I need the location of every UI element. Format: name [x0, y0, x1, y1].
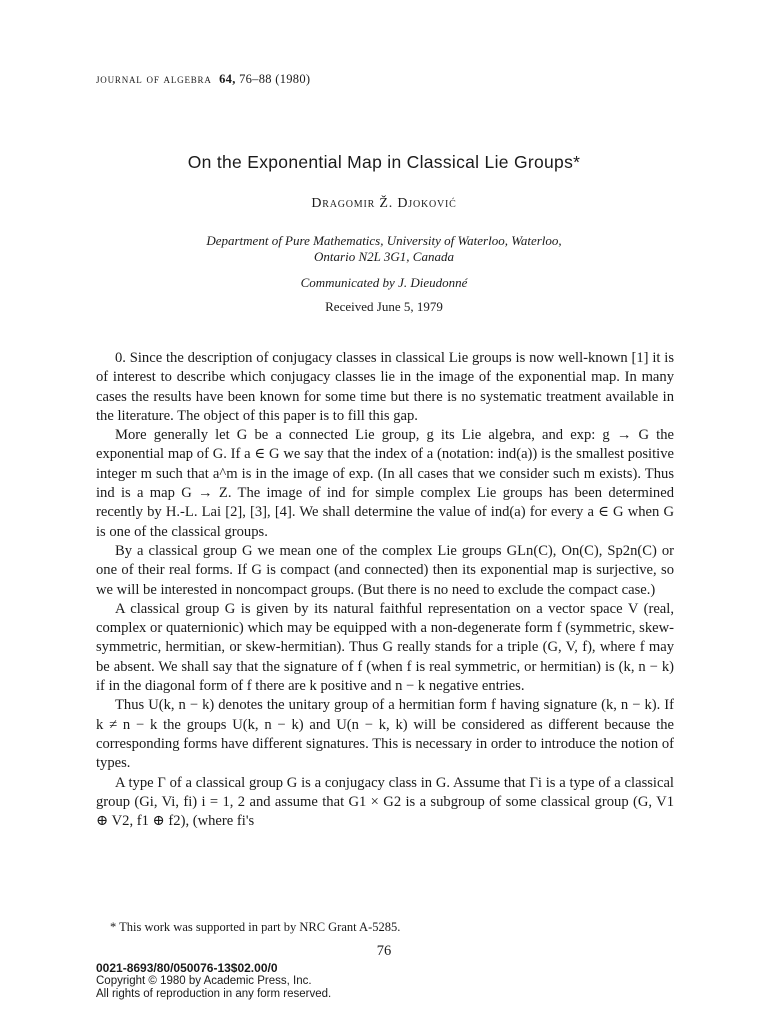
paragraph-2: More generally let G be a connected Lie group, g its Lie algebra, and exp: g → G the exponential map of G. If a ∈ G we say that the index of a (notation: ind(a)) is the smallest positive integer m such that a^m is in the image of exp. (In all cases that we consider such m exists). Thus ind is a map G → Z. The image of ind for simple complex Lie groups has been determined recently by H.-L. Lai [2], [3], [4]. We shall determine the value of ind(a) for every a ∈ G when G is one of the classical groups. [96, 427, 674, 540]
running-header [96, 72, 310, 87]
paragraph-1: 0. Since the description of conjugacy classes in classical Lie groups is now well-known [1] it is of interest to describe which conjugacy classes lie in the image of the exponential map. In many cases the results have been known for some time but there is no systematic treatment available in the literature. The object of this paper is to fill this gap. [96, 350, 674, 424]
paper-title: On the Exponential Map in Classical Lie Groups* [187, 152, 581, 172]
page-number: 76 [376, 943, 392, 959]
paragraph-5: Thus U(k, n − k) denotes the unitary group of a hermitian form f having signature (k, n − k). If k ≠ n − k the groups U(k, n − k) and U(n − k, k) will be considered as different because the corresponding forms have different signatures. This is necessary in order to introduce the notion of types. [96, 697, 674, 772]
body-text [96, 349, 674, 831]
affiliation-line-1: Department of Pure Mathematics, University of Waterloo, Waterloo, [206, 233, 562, 248]
author-name: Dragomir Ž. Djoković [311, 196, 457, 211]
copyright-line: Copyright © 1980 by Academic Press, Inc. [96, 975, 312, 987]
journal-volume: 64, [219, 72, 236, 86]
affiliation [0, 233, 768, 265]
communicated-by: Communicated by J. Dieudonné [300, 275, 468, 290]
issn-code: 0021-8693/80/050076-13$02.00/0 [96, 961, 278, 975]
paragraph-6: A type Γ of a classical group G is a conjugacy class in G. Assume that Γi is a type of a classical group (Gi, Vi, fi) i = 1, 2 and assume that G1 × G2 is a subgroup of some classical group (G, V1 ⊕ V2, f1 ⊕ f2), (where fi's [96, 774, 674, 830]
paragraph-4: A classical group G is given by its natural faithful representation on a vector space V (real, complex or quaternionic) which may be equipped with a non-degenerate form f (symmetric, skew-symmetric, hermitian, or skew-hermitian). Thus G really stands for a triple (G, V, f), where f may be absent. We shall say that the signature of f (when f is real symmetric, or hermitian) is (k, n − k) if in the diagonal form of f there are k positive and n − k negative entries. [96, 600, 674, 695]
publisher-footer [96, 962, 331, 1001]
rights-line: All rights of reproduction in any form reserved. [96, 988, 332, 1000]
journal-name: journal of algebra [96, 72, 212, 86]
footnote: * This work was supported in part by NRC Grant A-5285. [110, 920, 401, 934]
paragraph-3: By a classical group G we mean one of the complex Lie groups GLn(C), On(C), Sp2n(C) or one of their real forms. If G is compact (and connected) then its exponential map is surjective, so we will be interested in noncompact groups. (But there is no need to exclude the compact case.) [96, 542, 674, 598]
received-date: Received June 5, 1979 [325, 299, 443, 314]
affiliation-line-2: Ontario N2L 3G1, Canada [314, 249, 454, 264]
journal-pages-year: 76–88 (1980) [239, 72, 311, 86]
